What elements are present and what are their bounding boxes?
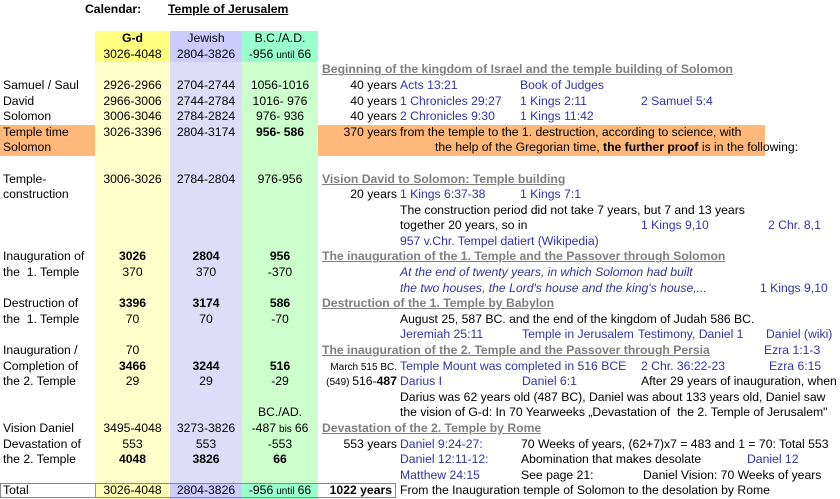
abomination-note: Abomination that makes desolate — [521, 452, 702, 467]
cell-bcad-inaug2-dur: -29 — [271, 374, 289, 389]
cell-jewish-solomon: 2784-2824 — [176, 109, 236, 124]
ref-ezra-1-1-3[interactable]: Ezra 1:1-3 — [764, 343, 821, 357]
section-title-inaug1: The inauguration of the 1. Temple and the Passover through Solomon — [322, 249, 726, 264]
cell-gd-david: 2966-3006 — [103, 93, 162, 108]
cell-gd-destr1-dur: 70 — [125, 311, 140, 326]
col-range-jewish: 2804-3826 — [176, 46, 236, 61]
ref-book-of-judges[interactable]: Book of Judges — [520, 78, 605, 92]
construction-note-1: The construction period did not take 7 years, but 7 and 13 years — [400, 202, 745, 217]
cell-gd-inaug2: 3466 — [118, 358, 147, 373]
quote-twenty-years-1: At the end of twenty years, in which Solomon had built — [400, 265, 693, 279]
cell-gd-vision-dur: 553 — [122, 436, 143, 451]
cell-jewish-construction: 2784-2804 — [176, 171, 236, 186]
date-487: 487 — [376, 374, 397, 389]
cell-gd-destr1: 3396 — [118, 296, 147, 311]
bcad-total-until: until — [276, 486, 295, 498]
row-label-devastation: Devastation of — [3, 436, 81, 451]
ref-daniel-9-24-27[interactable]: Daniel 9:24-27: — [400, 436, 483, 451]
ref-2-chronicles-9-30[interactable]: 2 Chronicles 9:30 — [400, 109, 495, 124]
cell-bcad-vision-dur: -553 — [267, 436, 293, 451]
col-range-bcad — [242, 47, 318, 63]
bcad-range-end: 66 — [297, 46, 312, 61]
row-label-inaug2-3: the 2. Temple — [3, 374, 76, 389]
ref-daniel-wiki[interactable]: Daniel (wiki) — [766, 327, 833, 342]
cell-jewish-inaug1-dur: 370 — [195, 265, 217, 279]
years-553: 553 years — [343, 436, 397, 451]
cell-jewish-temple-time: 2804-3174 — [176, 124, 236, 139]
quote-twenty-years-2: the two houses, the Lord's house and the king's house,... — [400, 280, 707, 295]
cell-bcad-destr1: 586 — [269, 296, 291, 311]
bcad-range-until: until — [276, 49, 295, 61]
ref-2-chr-36-22-23[interactable]: 2 Chr. 36:22-23 — [641, 358, 726, 373]
cell-jewish-inaug1: 2804 — [192, 249, 220, 264]
cell-jewish-total: 2804-3826 — [176, 483, 236, 498]
ref-testimony-daniel-1[interactable]: Testimony, Daniel 1 — [638, 327, 744, 342]
row-label-destr1-2: the 1. Temple — [3, 311, 80, 326]
ref-jeremiah-25-11[interactable]: Jeremiah 25:11 — [400, 327, 484, 342]
cell-gd-construction: 3006-3026 — [103, 171, 162, 186]
see-page-note: See page 21: — [521, 467, 594, 482]
calendar-title: Temple of Jerusalem — [168, 2, 289, 16]
col-range-gd: 3026-4048 — [103, 46, 162, 61]
years-temple-time: 370 years — [343, 124, 397, 139]
col-header-gd: G-d — [122, 31, 143, 46]
total-note: From the Inauguration temple of Solomon to the desolation by Rome — [400, 483, 770, 498]
ref-ezra-6-15[interactable]: Ezra 6:15 — [769, 358, 822, 373]
row-label-inaug1: Inauguration of — [3, 249, 85, 264]
col-header-bcad: B.C./A.D. — [254, 31, 306, 46]
ref-1-kings-9-10[interactable]: 1 Kings 9,10 — [641, 218, 709, 233]
cell-gd-inaug1: 3026 — [118, 249, 147, 264]
ref-2-chr-8-1[interactable]: 2 Chr. 8,1 — [768, 218, 821, 233]
darius-note-1: After 29 years of inauguration, when — [641, 374, 837, 389]
daniel-vision-note: Daniel Vision: 70 Weeks of years — [643, 467, 822, 482]
section-title-devastation: Devastation of the 2. Temple by Rome — [322, 420, 542, 435]
cell-bcad-inaug1: 956 — [269, 249, 291, 264]
note-line2-pre: the help of the Gregorian time, — [435, 140, 604, 155]
bcad-vision-end-val: 66 — [294, 420, 309, 435]
cell-jewish-vision-dur: 553 — [195, 436, 217, 451]
cell-bcad-inaug1-dur: -370 — [267, 265, 293, 279]
row-label-devastation-2: the 2. Temple — [3, 452, 76, 467]
ref-1-kings-6-37-38[interactable]: 1 Kings 6:37-38 — [400, 187, 486, 202]
ref-darius-i[interactable]: Darius I — [400, 374, 442, 389]
row-label-samuel: Samuel / Saul — [3, 78, 79, 92]
cell-gd-samuel: 2926-2966 — [103, 78, 162, 92]
section-title-inaug2: The inauguration of the 2. Temple and the Passover through Persia — [322, 343, 710, 357]
ref-1-kings-11-42[interactable]: 1 Kings 11:42 — [520, 109, 594, 124]
temple-time-note-line1: from the temple to the 1. destruction, according to science, with — [400, 124, 742, 139]
cell-bcad-construction: 976-956 — [257, 171, 303, 186]
cell-gd-vision: 3495-4048 — [103, 420, 162, 435]
years-construction: 20 years — [350, 187, 397, 202]
row-label-total: Total — [3, 483, 29, 498]
total-years: 1022 years — [329, 483, 392, 498]
cell-bcad-label-bcad: BC./AD. — [257, 405, 303, 420]
cell-bcad-solomon: 976- 936 — [255, 109, 305, 124]
cell-gd-inaug2-dur: 29 — [125, 374, 140, 389]
cell-jewish-inaug2: 3244 — [192, 358, 220, 373]
ref-daniel-6-1[interactable]: Daniel 6:1 — [522, 374, 577, 389]
cell-jewish-destr1-dur: 70 — [199, 311, 213, 326]
cell-jewish-vision: 3273-3826 — [176, 420, 236, 435]
destruction-note: August 25, 587 BC. and the end of the kingdom of Judah 586 BC. — [400, 311, 755, 326]
row-label-temple-time: Temple time — [3, 124, 69, 139]
note-line2-bold: the further proof — [603, 140, 699, 155]
cell-jewish-david: 2744-2784 — [176, 93, 236, 108]
ref-1-kings-9-10-b[interactable]: 1 Kings 9,10 — [760, 280, 828, 295]
darius-note-2: Darius was 62 years old (487 BC), Daniel was about 133 years old, Daniel saw — [400, 389, 826, 404]
temple-time-note-line2 — [435, 140, 798, 156]
ref-1-kings-7-1[interactable]: 1 Kings 7:1 — [520, 187, 581, 202]
date-516-487 — [292, 374, 397, 390]
construction-note-2: together 20 years, so in — [400, 218, 528, 233]
cell-gd-inaug1-dur: 370 — [122, 265, 143, 279]
calendar-label: Calendar: — [85, 2, 142, 16]
cell-gd-solomon: 3006-3046 — [103, 109, 162, 124]
section-title-kingdom: Beginning of the kingdom of Israel and the temple building of Solomon — [322, 62, 733, 77]
cell-jewish-destr1: 3174 — [192, 296, 220, 311]
ref-daniel-12-11-12[interactable]: Daniel 12:11-12: — [400, 452, 489, 467]
row-label-construction-2: construction — [3, 187, 69, 202]
section-title-destruction: Destruction of the 1. Temple by Babylon — [322, 296, 555, 311]
bcad-vision-start: -487 — [251, 420, 277, 435]
years-samuel: 40 years — [350, 78, 397, 92]
col-header-jewish: Jewish — [187, 31, 225, 46]
ref-temple-mount-516[interactable]: Temple Mount was completed in 516 BCE — [400, 358, 627, 373]
section-title-vision-david: Vision David to Solomon: Temple building — [322, 171, 566, 186]
row-label-temple-time-2: Solomon — [3, 140, 52, 155]
note-line2-post: is in the following: — [698, 140, 799, 155]
row-label-inaug2: Inauguration / — [3, 343, 78, 357]
ref-temple-in-jerusalem[interactable]: Temple in Jerusalem — [522, 327, 634, 342]
ref-wikipedia-957[interactable]: 957 v.Chr. Tempel datiert (Wikipedia) — [400, 233, 599, 248]
cell-bcad-david: 1016- 976 — [252, 93, 308, 108]
row-label-destr1: Destruction of — [3, 296, 79, 311]
ref-1-kings-2-11[interactable]: 1 Kings 2:11 — [520, 93, 587, 108]
cell-jewish-vision-end: 3826 — [192, 452, 220, 467]
date-516: 516- — [352, 374, 377, 389]
cell-bcad-samuel: 1056-1016 — [250, 78, 310, 92]
date-549: (549) — [326, 377, 353, 389]
cell-gd-vision-end: 4048 — [118, 452, 147, 467]
ref-acts-13-21[interactable]: Acts 13:21 — [400, 78, 458, 92]
row-label-vision-daniel: Vision Daniel — [3, 420, 74, 435]
cell-jewish-samuel: 2704-2744 — [176, 78, 236, 92]
bcad-vision-bis: bis — [279, 423, 292, 435]
darius-note-3: the vision of G-d: In 70 Yearweeks „Devastation of the 2. Temple of Jerusalem" — [400, 405, 828, 420]
cell-gd-temple-time: 3026-3396 — [103, 124, 162, 139]
row-label-inaug1-2: the 1. Temple — [3, 265, 80, 279]
row-label-inaug2-2: Completion of — [3, 358, 79, 373]
years-david: 40 years — [350, 93, 397, 108]
bcad-total-start: -956 — [248, 483, 274, 498]
bcad-total-end: 66 — [297, 483, 312, 498]
cell-bcad-temple-time: 956- 586 — [255, 124, 305, 139]
cell-bcad-vision — [242, 421, 318, 437]
years-solomon: 40 years — [350, 109, 397, 124]
cell-bcad-inaug2: 516 — [269, 358, 291, 373]
ref-matthew-24-15[interactable]: Matthew 24:15 — [400, 467, 480, 482]
ref-daniel-12[interactable]: Daniel 12 — [747, 452, 799, 467]
cell-gd-total: 3026-4048 — [103, 483, 162, 498]
cell-bcad-destr1-dur: -70 — [271, 311, 289, 326]
row-label-construction: Temple- — [3, 171, 47, 186]
ref-2-samuel-5-4[interactable]: 2 Samuel 5:4 — [641, 93, 713, 108]
date-march-515: March 515 BC. — [330, 361, 397, 373]
cell-gd-inaug2-70: 70 — [125, 343, 140, 357]
row-label-solomon: Solomon — [3, 109, 52, 124]
bcad-range-start: -956 — [248, 46, 274, 61]
cell-jewish-inaug2-dur: 29 — [199, 374, 213, 389]
row-label-david: David — [3, 93, 35, 108]
cell-bcad-vision-end: 66 — [273, 452, 287, 467]
ref-1-chronicles-29-27[interactable]: 1 Chronicles 29:27 — [400, 93, 502, 108]
weeks-note: 70 Weeks of years, (62+7)x7 = 483 and 1 = 70: Total 553 — [521, 436, 829, 451]
